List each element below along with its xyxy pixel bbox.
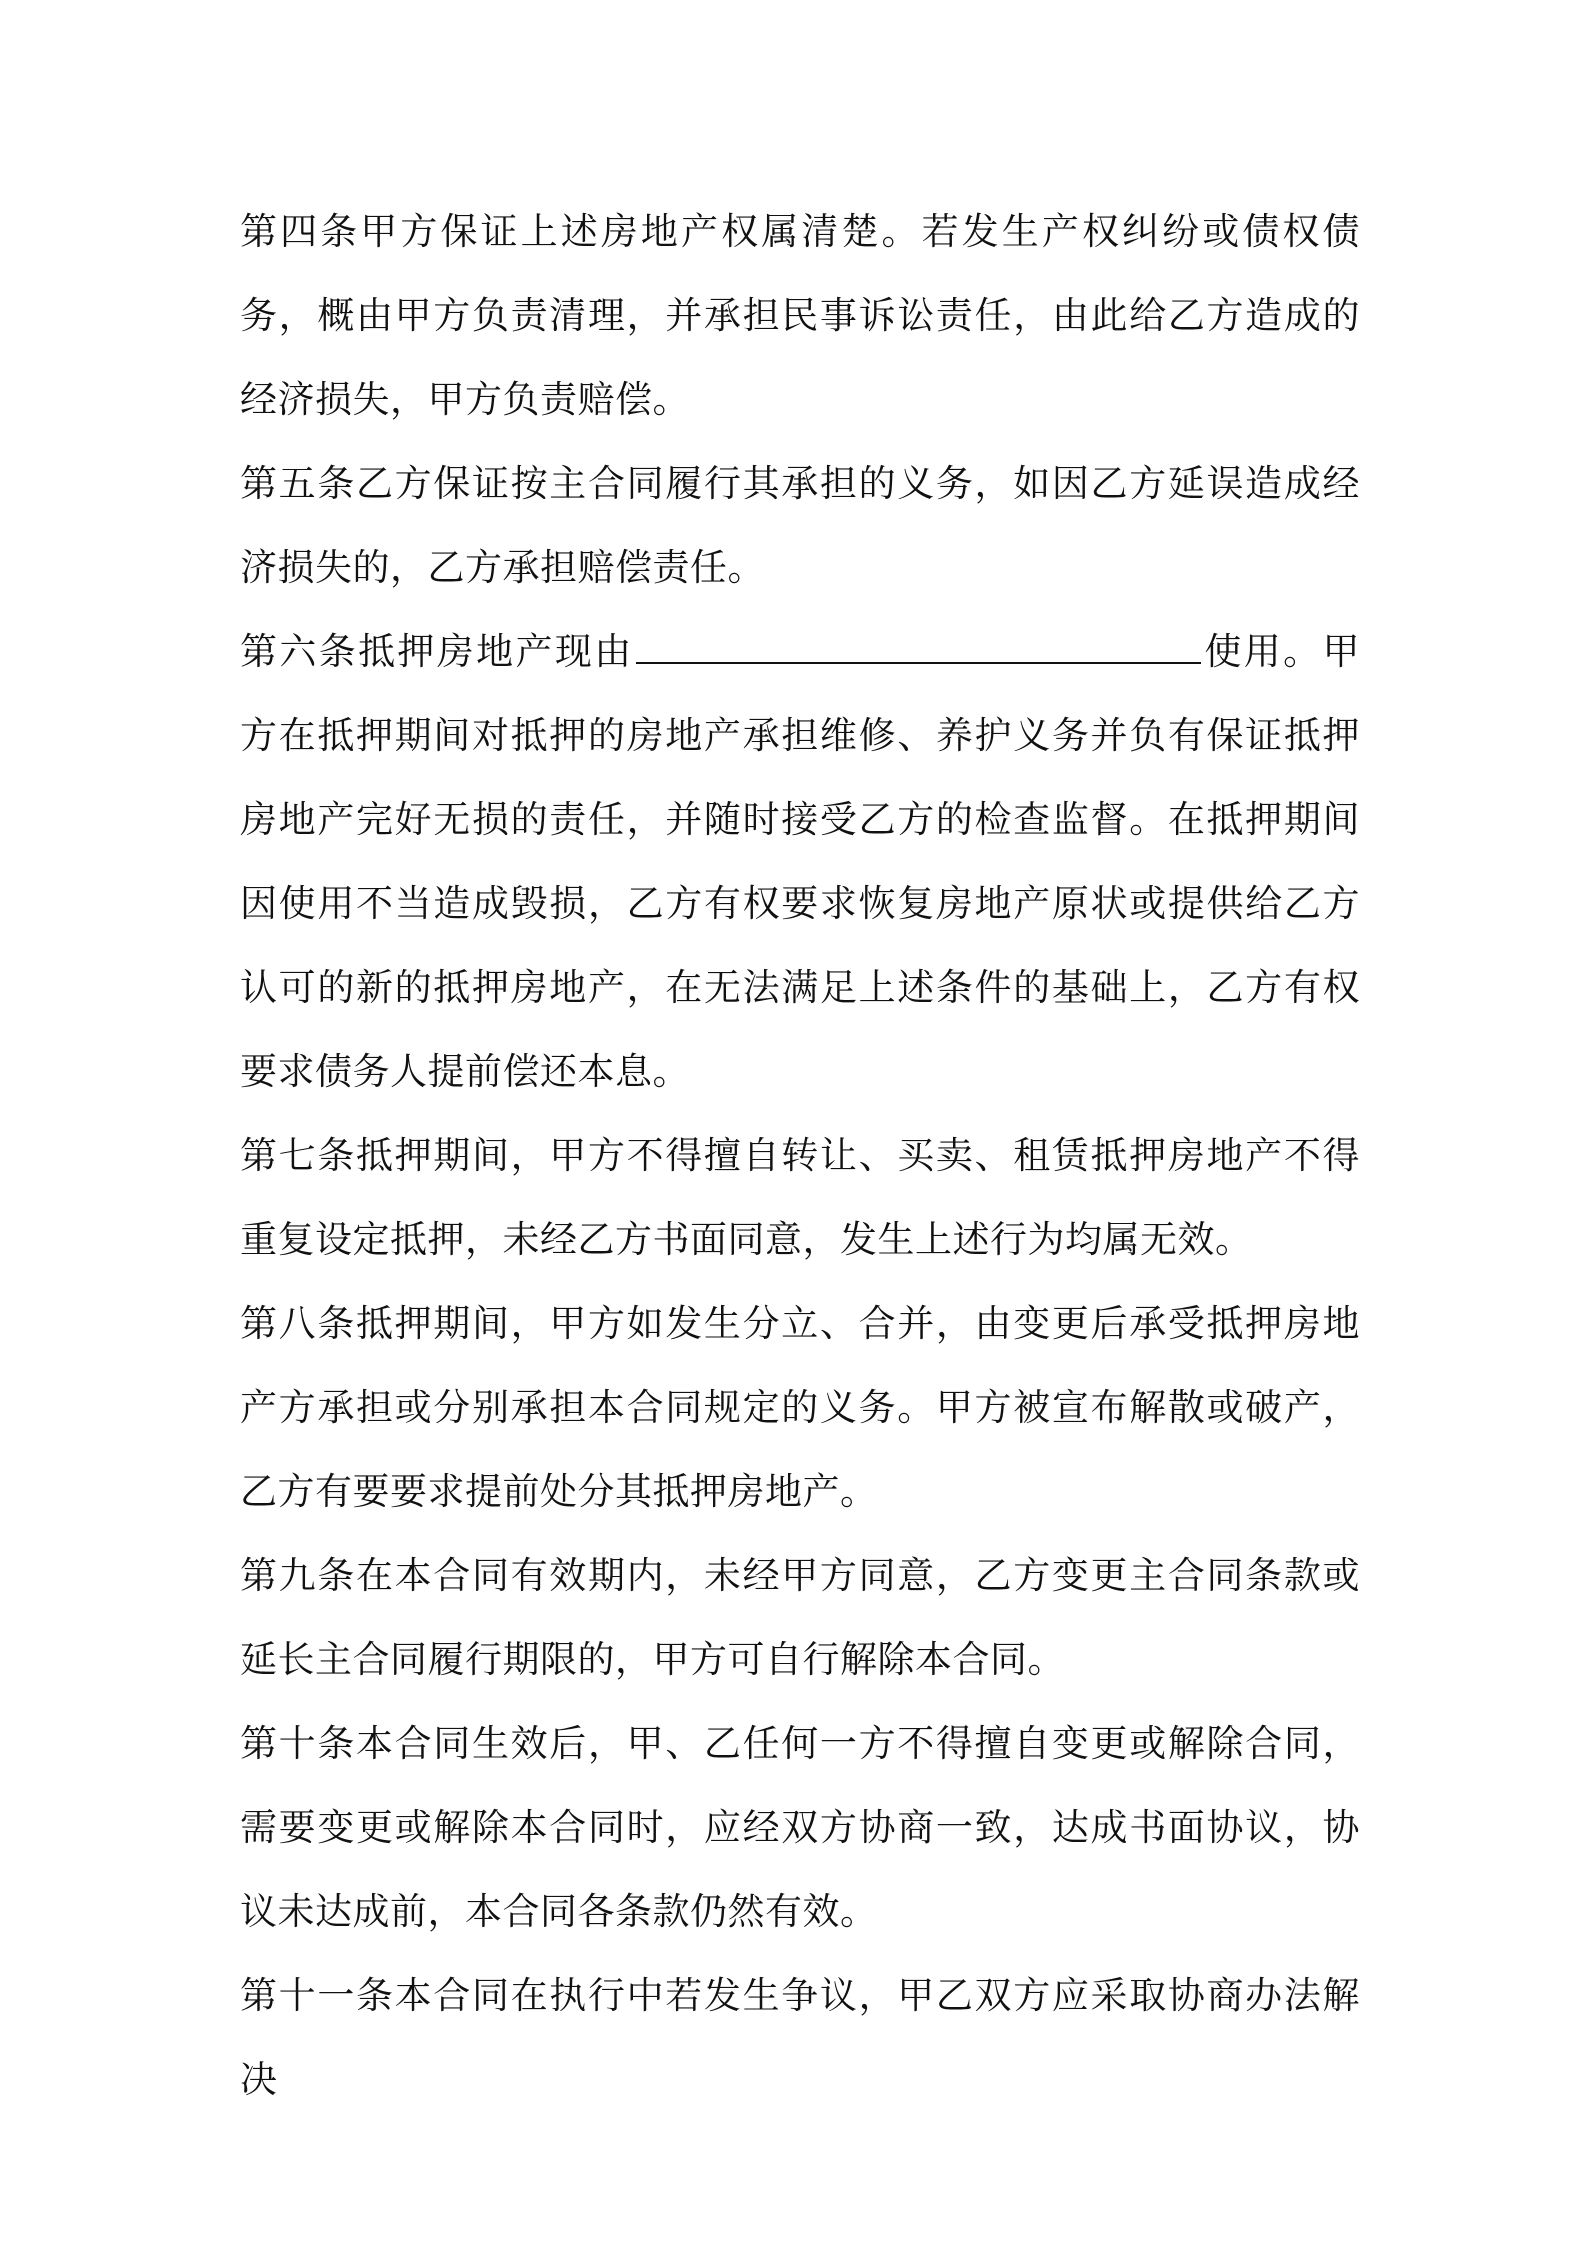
clause-5: 第五条乙方保证按主合同履行其承担的义务，如因乙方延误造成经济损失的，乙方承担赔偿责任。 [240, 462, 1360, 589]
clause-10: 第十条本合同生效后，甲、乙任何一方不得擅自变更或解除合同，需要变更或解除本合同时，应经双方协商一致，达成书面协议，协议未达成前，本合同各条款仍然有效。 [240, 1722, 1360, 1933]
clause-6-after-blank: 使用。甲方在抵押期间对抵押的房地产承担维修、养护义务并负有保证抵押房地产完好无损的责任，并随时接受乙方的检查监督。在抵押期间因使用不当造成毁损，乙方有权要求恢复房地产原状或提供给乙方认可的新的抵押房地产，在无法满足上述条件的基础上，乙方有权要求债务人提前偿还本息。 [240, 630, 1361, 1093]
clause-6 [240, 610, 1360, 1114]
clause-9: 第九条在本合同有效期内，未经甲方同意，乙方变更主合同条款或延长主合同履行期限的，甲方可自行解除本合同。 [240, 1554, 1360, 1681]
clause-4: 第四条甲方保证上述房地产权属清楚。若发生产权纠纷或债权债务，概由甲方负责清理，并承担民事诉讼责任，由此给乙方造成的经济损失，甲方负责赔偿。 [240, 210, 1360, 421]
clause-7: 第七条抵押期间，甲方不得擅自转让、买卖、租赁抵押房地产不得重复设定抵押，未经乙方书面同意，发生上述行为均属无效。 [240, 1134, 1360, 1261]
fill-in-blank-line [636, 632, 1201, 664]
clause-8: 第八条抵押期间，甲方如发生分立、合并，由变更后承受抵押房地产方承担或分别承担本合同规定的义务。甲方被宣布解散或破产，乙方有要要求提前处分其抵押房地产。 [240, 1302, 1360, 1513]
contract-body [240, 190, 1360, 2122]
clause-6-before-blank: 第六条抵押房地产现由 [240, 630, 634, 673]
clause-11: 第十一条本合同在执行中若发生争议，甲乙双方应采取协商办法解决 [240, 1974, 1360, 2101]
